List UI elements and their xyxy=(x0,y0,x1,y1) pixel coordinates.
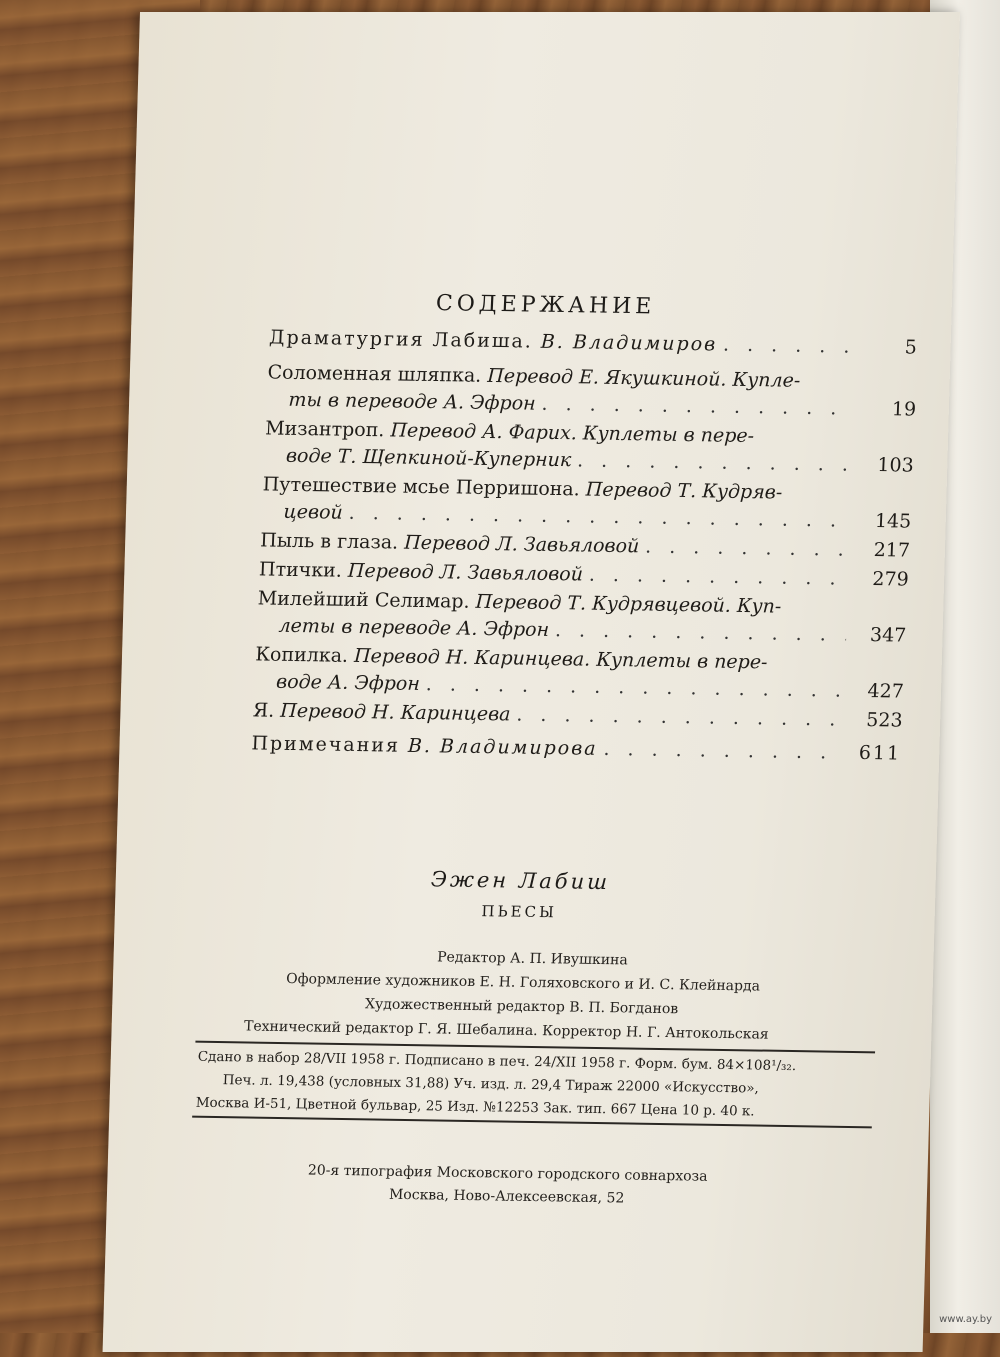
toc-entry: Я. Перевод Н. Каринцева . . . 523 xyxy=(252,697,903,734)
toc-page-number: 5 xyxy=(904,336,920,359)
toc-entry: Милейший Селимар. Перевод Т. Кудрявцевой. Куп- леты в переводе А. Эфрон . . . 347 xyxy=(256,585,908,649)
imprint-line: Сдано в набор 28/VII 1958 г. Подписано в печ. 24/XII 1958 г. Форм. бум. 84×108¹/₃₂. xyxy=(197,1048,797,1075)
toc-page-number: 145 xyxy=(874,510,912,533)
author-name: Эжен Лабиш xyxy=(430,867,611,895)
toc-page-number: 279 xyxy=(871,568,910,591)
toc-page-number: 347 xyxy=(869,624,907,647)
toc-entry: Мизантроп. Перевод А. Фарих. Куплеты в пере- воде Т. Щепкиной-Куперник . . . 103 xyxy=(263,415,915,479)
toc-title: СОДЕРЖАНИЕ xyxy=(435,291,656,320)
work-title: ПЬЕСЫ xyxy=(481,902,558,922)
toc-page-number: 523 xyxy=(865,709,904,732)
toc-page-number: 427 xyxy=(867,680,905,703)
toc-entry: Копилка. Перевод Н. Каринцева. Куплеты в пере- воде А. Эфрон . . . 427 xyxy=(254,641,906,705)
credits-block xyxy=(214,942,858,1048)
printing-house xyxy=(96,1156,918,1215)
art-editor-credit: Художественный редактор В. П. Богданов xyxy=(364,996,679,1018)
site-watermark: www.ay.by xyxy=(939,1314,992,1325)
dot-leader xyxy=(723,332,860,361)
toc-page-number: 103 xyxy=(876,454,915,477)
design-credit: Оформление художников Е. Н. Голяховского и И. С. Клейнарда xyxy=(285,971,761,995)
toc-entry: Соломенная шляпка. Перевод Е. Якушкиной. Купле- ты в переводе А. Эфрон . . . 19 xyxy=(266,359,918,423)
imprint-line: Москва И-51, Цветной бульвар, 25 Изд. №12253 Зак. тип. 667 Цена 10 р. 40 к. xyxy=(195,1094,756,1120)
toc-page-number: 611 xyxy=(858,741,902,765)
toc-entry: Пыль в глаза. Перевод Л. Завьяловой . . . 217 xyxy=(260,527,911,564)
toc-entry: Птички. Перевод Л. Завьяловой . . . 279 xyxy=(258,556,909,593)
imprint-block xyxy=(195,1046,898,1126)
press-line: 20-я типография Московского городского совнархоза xyxy=(307,1162,708,1185)
toc-entry: Драматургия Лабиша. В. Владимиров . . . 5 xyxy=(269,324,920,361)
toc-entry: Примечания В. Владимирова . . . 611 xyxy=(251,730,902,767)
table-of-contents xyxy=(251,324,920,769)
press-line: Москва, Ново-Алексеевская, 52 xyxy=(388,1186,625,1207)
imprint-line: Печ. л. 19,438 (условных 31,88) Уч. изд. л. 29,4 Тираж 22000 «Искусство», xyxy=(222,1072,760,1097)
toc-page-number: 19 xyxy=(891,398,917,421)
book-page xyxy=(103,12,960,1352)
tech-editor-credit: Технический редактор Г. Я. Шебалина. Корректор Н. Г. Антокольская xyxy=(243,1018,770,1043)
toc-page-number: 217 xyxy=(873,539,911,562)
toc-entry: Путешествие мсье Перришона. Перевод Т. Кудряв- цевой . . . 145 xyxy=(261,471,913,535)
editor-credit: Редактор А. П. Ивушкина xyxy=(436,949,629,969)
